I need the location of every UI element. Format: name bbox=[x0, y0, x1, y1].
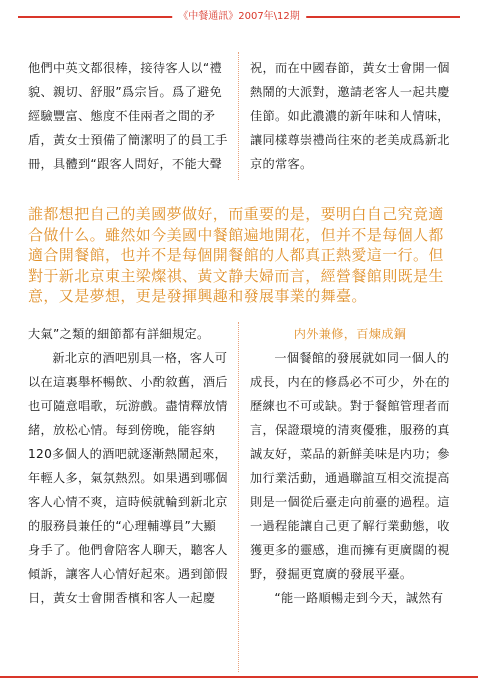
body-paragraph: 一個餐館的發展就如同一個人的成長，内在的修爲必不可少，外在的歷練也不可或缺。對于餐館管理者而言，保證環境的清爽優雅，服務的真誠友好，菜品的新鮮美味是内功；參加行業活動，通過聯誼互相交流提高則是一個從后臺走向前臺的過程。這一過程能讓自己更了解行業動態，收獲更多的靈感，進而擁有更廣闊的視野，發掘更寬廣的發展平臺。 bbox=[250, 351, 450, 581]
pull-quote: 誰都想把自己的美國夢做好，而重要的是，要明白自己究竟適合做什么。雖然如今美國中餐館遍地開花，但并不是每個人都適合開餐館，也并不是每個開餐館的人都真正熱愛這一行。但對于新北京東主梁燦祺、黃文静夫婦而言，經營餐館則既是生意，又是夢想，更是發揮興趣和發展事業的舞臺。 bbox=[28, 205, 444, 305]
article-column-bottom-right bbox=[250, 322, 450, 610]
body-paragraph: 大氣”之類的細節都有詳細規定。 bbox=[28, 327, 210, 341]
body-paragraph: 他們中英文都很棒，接待客人以“禮貌、親切、舒服”爲宗旨。爲了避免經驗豐富、態度不佳兩者之間的矛盾，黃女士預備了簡潔明了的員工手冊，具體到“跟客人問好，不能大聲 bbox=[28, 61, 228, 171]
footer-rule bbox=[0, 676, 478, 678]
section-heading: 内外兼修，百煉成鋼 bbox=[293, 327, 407, 341]
column-divider-top bbox=[238, 52, 239, 180]
column-divider-bottom bbox=[238, 322, 239, 672]
publication-title: 《中餐通訊》2007年\12期 bbox=[172, 7, 306, 22]
body-paragraph: 新北京的酒吧别具一格，客人可以在這裏舉杯暢飲、小酌敘舊，酒后也可隨意唱歌，玩游戲。盡情釋放情緒，放松心情。每到傍晚，能容納120多個人的酒吧就逐漸熱鬧起來，年輕人多，氣氛熱烈。如果遇到哪個客人心情不爽，這時候就輪到新北京的服務員兼任的“心理輔導員”大顯身手了。他們會陪客人聊天，聽客人傾訴，讓客人心情好起來。遇到節假日，黃女士會開香檳和客人一起慶 bbox=[28, 351, 228, 605]
page-header bbox=[0, 6, 478, 28]
article-column-top-right bbox=[250, 56, 450, 176]
article-column-bottom-left bbox=[28, 322, 228, 610]
body-paragraph: 祝，而在中國春節，黃女士會開一個熱鬧的大派對，邀請老客人一起共慶佳節。如此濃濃的新年味和人情味，讓同樣尊崇禮尚往來的老美成爲新北京的常客。 bbox=[250, 61, 450, 171]
body-paragraph: “能一路順暢走到今天，誠然有 bbox=[274, 591, 444, 605]
article-column-top-left bbox=[28, 56, 228, 176]
